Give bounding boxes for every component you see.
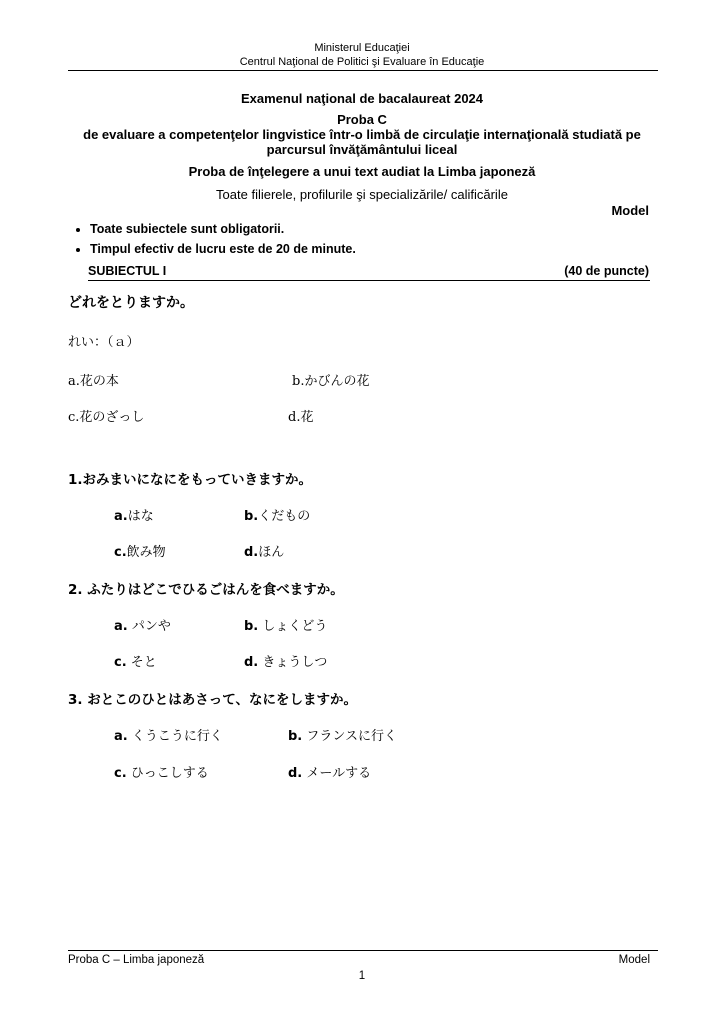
option-text: しょくどう <box>258 619 328 634</box>
header-rule <box>68 70 658 71</box>
page-number: 1 <box>358 970 366 982</box>
option-letter: c. <box>114 655 127 670</box>
option-text: メールする <box>302 766 372 781</box>
option-letter: b. <box>288 729 303 744</box>
section-rule <box>88 280 650 281</box>
q1-option-b <box>244 505 310 524</box>
option-letter: d. <box>244 545 259 560</box>
q3-option-a <box>114 725 223 744</box>
q2-option-c <box>114 651 157 670</box>
option-letter: a. <box>114 619 128 634</box>
proba-label: Proba C <box>337 112 387 127</box>
option-text: ひっこしする <box>126 766 209 781</box>
q1-option-a <box>114 505 154 524</box>
option-text: くだもの <box>258 509 311 524</box>
option-letter: c. <box>114 545 127 560</box>
option-letter: b. <box>244 619 259 634</box>
q1-option-c <box>114 541 166 560</box>
option-text: そと <box>126 655 157 670</box>
option-text: くうこうに行く <box>127 729 223 744</box>
center-name: Centrul Naţional de Politici şi Evaluare în Educaţie <box>239 56 485 68</box>
footer-rule <box>68 950 658 951</box>
example-option-d: d.花 <box>288 410 314 425</box>
option-text: パンや <box>127 619 171 634</box>
exam-title: Examenul naţional de bacalaureat 2024 <box>240 91 484 106</box>
exam-subtitle: Proba de înţelegere a unui text audiat la Limba japoneză <box>188 164 536 179</box>
q3-option-c <box>114 762 209 781</box>
option-text: はな <box>127 509 154 524</box>
rule-item: • Toate subiectele sunt obligatorii. <box>90 221 356 237</box>
model-label: Model <box>611 203 649 218</box>
question-3: 3. おとこのひとはあさって、なにをしますか。 <box>68 692 357 708</box>
exam-description-line2: parcursul învăţământului liceal <box>266 142 458 157</box>
footer-right: Model <box>618 954 650 966</box>
q2-option-b <box>244 615 327 634</box>
question-2: 2. ふたりはどこでひるごはんを食べますか。 <box>68 582 344 598</box>
example-option-c: c.花のざっし <box>68 410 145 425</box>
filiere-text: Toate filierele, profilurile şi specializările/ calificările <box>216 187 508 202</box>
option-letter: d. <box>288 766 303 781</box>
option-text: 飲み物 <box>126 545 166 560</box>
q3-option-b <box>288 725 397 744</box>
option-letter: d. <box>244 655 259 670</box>
option-letter: a. <box>114 509 128 524</box>
section-name: SUBIECTUL I <box>88 264 167 278</box>
example-option-b: b.かびんの花 <box>292 374 370 389</box>
q2-option-d <box>244 651 327 670</box>
q1-option-d <box>244 541 284 560</box>
q2-option-a <box>114 615 171 634</box>
exam-description-line1: de evaluare a competenţelor lingvistice într-o limbă de circulaţie internaţională studiată pe <box>83 127 641 142</box>
rules-list <box>72 221 356 261</box>
question-1: 1.おみまいになにをもっていきますか。 <box>68 472 313 488</box>
rule-item: • Timpul efectiv de lucru este de 20 de minute. <box>90 241 356 257</box>
option-text: ほん <box>258 545 285 560</box>
ministry-name: Ministerul Educaţiei <box>314 42 410 54</box>
option-text: フランスに行く <box>302 729 397 744</box>
option-letter: c. <box>114 766 127 781</box>
instruction-text: どれをとりますか。 <box>68 295 194 311</box>
example-label: れい：（ａ） <box>68 335 140 350</box>
example-option-a: a.花の本 <box>68 374 119 389</box>
footer-left: Proba C – Limba japoneză <box>68 954 205 966</box>
option-text: きょうしつ <box>258 655 328 670</box>
option-letter: b. <box>244 509 259 524</box>
q3-option-d <box>288 762 371 781</box>
section-points: (40 de puncte) <box>564 264 649 278</box>
option-letter: a. <box>114 729 128 744</box>
